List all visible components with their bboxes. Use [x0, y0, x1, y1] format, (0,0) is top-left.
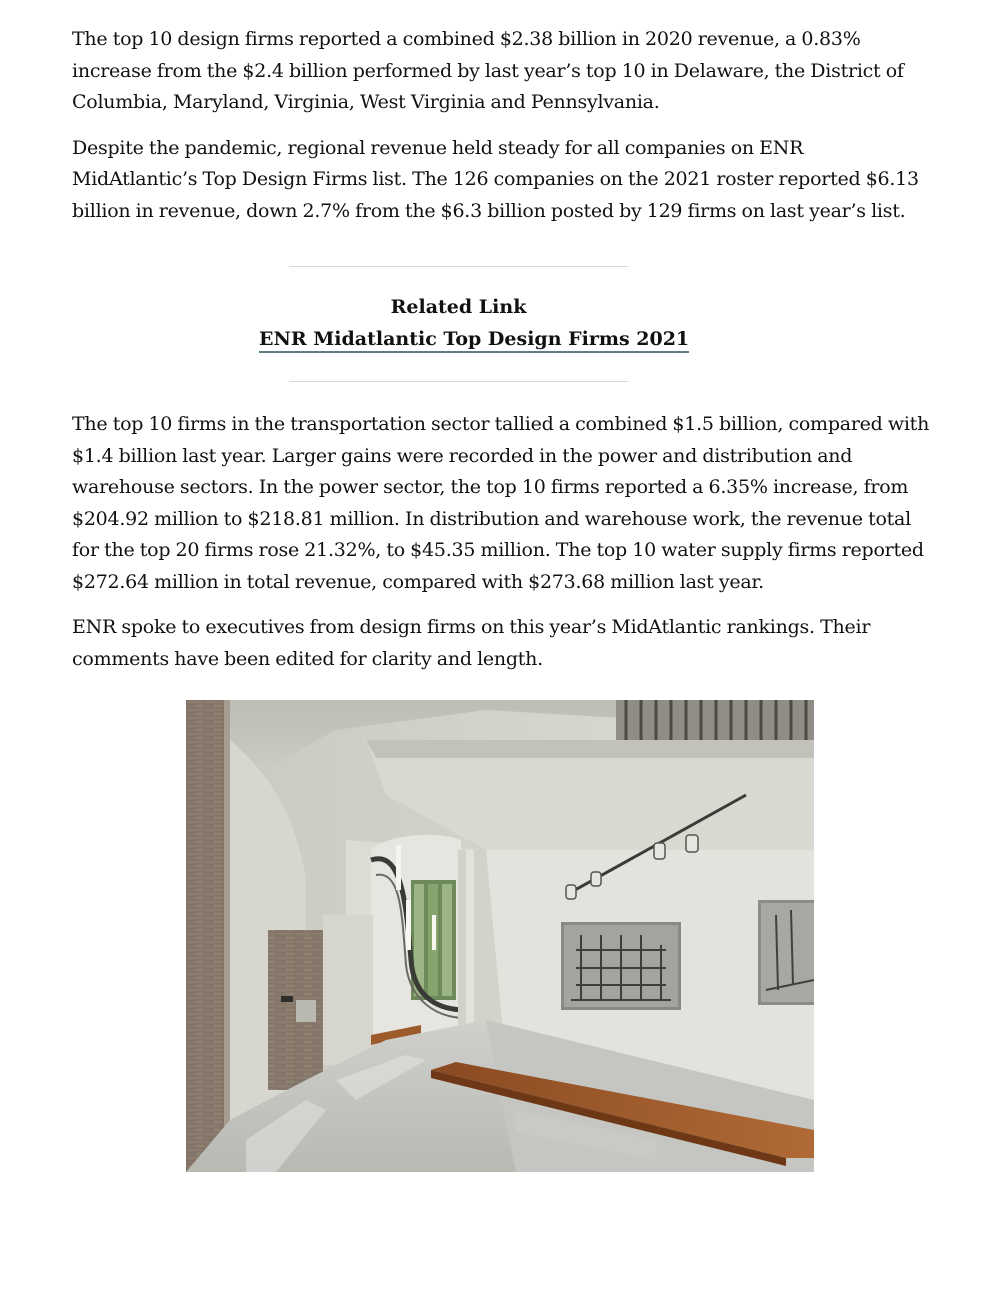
paragraph-sector-results: The top 10 firms in the transportation sector tallied a combined $1.5 billion, compared with $1.4 billion last year. Larger gains were recorded in the power and distribution and warehouse sectors. In the power sector, the top 10 firms reported a 6.35% increase, from $204.92 million to $218.81 million. In distribution and warehouse work, the revenue total for the top 20 firms rose 21.32%, to $45.35 million. The top 10 water supply firms reported $272.64 million in total revenue, compared with $273.68 million last year. [72, 413, 930, 593]
article-body-bottom [72, 409, 932, 675]
related-link-box [259, 266, 690, 382]
related-link-label: Related Link [390, 296, 527, 318]
paragraph-executive-comments: ENR spoke to executives from design firms on this year’s MidAtlantic rankings. Their comments have been edited for clarity and length. [72, 616, 871, 670]
article-photo [186, 700, 814, 1172]
related-link-anchor[interactable]: ENR Midatlantic Top Design Firms 2021 [259, 328, 689, 353]
paragraph-regional-revenue: Despite the pandemic, regional revenue held steady for all companies on ENR MidAtlantic’s Top Design Firms list. The 126 companies on the 2021 roster reported $6.13 billion in revenue, down 2.7% from the $6.3 billion posted by 129 firms on last year’s list. [72, 136, 919, 222]
paragraph-revenue-top10: The top 10 design firms reported a combined $2.38 billion in 2020 revenue, a 0.83% increase from the $2.4 billion performed by last year’s top 10 in Delaware, the District of Columbia, Maryland, Virginia, West Virginia and Pennsylvania. [72, 28, 904, 113]
related-link-row [259, 326, 690, 352]
article-body-top [72, 24, 932, 227]
